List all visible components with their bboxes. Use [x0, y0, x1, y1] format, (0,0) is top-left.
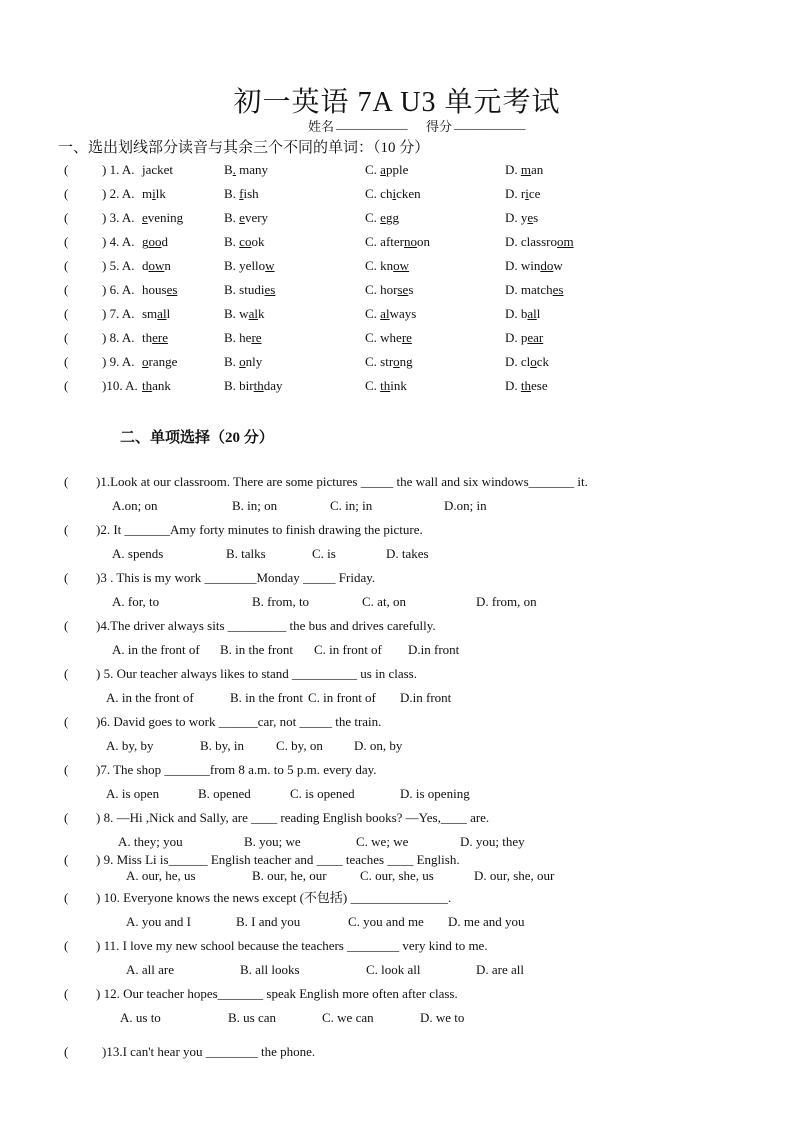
option-c: C. chicken — [365, 186, 421, 201]
paren: ( — [64, 810, 69, 825]
answer-option: C. is opened — [290, 786, 355, 801]
option-d: D. ball — [505, 306, 541, 321]
option-a: thank — [142, 378, 171, 393]
answer-option: D.in front — [408, 642, 460, 657]
option-d: D. classroom — [505, 234, 574, 249]
option-d: D. matches — [505, 282, 564, 297]
name-label: 姓名 — [308, 119, 335, 134]
option-b: B. fish — [224, 186, 259, 201]
paren: ( — [64, 522, 69, 537]
answer-option: D. are all — [476, 962, 525, 977]
paren: ( — [64, 986, 69, 1001]
option-c: C. know — [365, 258, 410, 273]
option-b: B. yellow — [224, 258, 275, 273]
option-a: evening — [142, 210, 184, 225]
option-b: B. every — [224, 210, 269, 225]
paren: ( — [64, 570, 69, 585]
option-a: jacket — [142, 162, 174, 177]
option-c: C. afternoon — [365, 234, 430, 249]
answer-option: B. you; we — [244, 834, 301, 849]
option-a: small — [142, 306, 171, 321]
item-number: ) 8. A. — [102, 330, 135, 345]
answer-option: D. me and you — [448, 914, 525, 929]
answer-option: C. look all — [366, 962, 421, 977]
paren: ( — [64, 474, 69, 489]
paren: ( — [64, 852, 69, 867]
answer-option: A.on; on — [112, 498, 158, 513]
option-a: there — [142, 330, 168, 345]
item-number: ) 9. A. — [102, 354, 135, 369]
question-text: ) 10. Everyone knows the news except (不包括) _______________. — [96, 890, 452, 905]
answer-option: A. our, he, us — [126, 868, 196, 883]
answer-option: B. from, to — [252, 594, 310, 609]
question-text: )1.Look at our classroom. There are some pictures _____ the wall and six windows_______ it. — [96, 474, 588, 489]
answer-option: D. we to — [420, 1010, 465, 1025]
paren: ( — [64, 938, 69, 953]
answer-option: C. by, on — [276, 738, 323, 753]
answer-option: D.on; in — [444, 498, 487, 513]
answer-option: B. in; on — [232, 498, 278, 513]
answer-option: A. us to — [120, 1010, 161, 1025]
answer-option: B. talks — [226, 546, 266, 561]
paren: ( — [64, 330, 69, 345]
answer-option: B. our, he, our — [252, 868, 327, 883]
answer-option: B. I and you — [236, 914, 301, 929]
paren: ( — [64, 258, 69, 273]
answer-option: D. you; they — [460, 834, 525, 849]
question-text: ) 11. I love my new school because the teachers ________ very kind to me. — [96, 938, 488, 953]
answer-option: B. by, in — [200, 738, 244, 753]
paren: ( — [64, 762, 69, 777]
option-c: C. horses — [365, 282, 414, 297]
option-b: B. studies — [224, 282, 276, 297]
answer-option: A. they; you — [118, 834, 183, 849]
answer-option: C. is — [312, 546, 336, 561]
item-number: ) 3. A. — [102, 210, 135, 225]
item-number: )10. A. — [102, 378, 138, 393]
answer-option: C. our, she, us — [360, 868, 434, 883]
answer-option: C. you and me — [348, 914, 424, 929]
option-d: D. pear — [505, 330, 544, 345]
option-d: D. rice — [505, 186, 541, 201]
paren: ( — [64, 282, 69, 297]
option-b: B. here — [224, 330, 262, 345]
page-title: 初一英语 7A U3 单元考试 — [233, 87, 561, 118]
paren: ( — [64, 666, 69, 681]
answer-option: A. by, by — [106, 738, 154, 753]
question-text: ) 9. Miss Li is______ English teacher and ____ teaches ____ English. — [96, 852, 460, 867]
option-a: good — [142, 234, 168, 249]
question-text: )13.I can't hear you ________ the phone. — [102, 1044, 316, 1059]
option-c: C. apple — [365, 162, 409, 177]
answer-option: A. you and I — [126, 914, 191, 929]
score-label: 得分 — [426, 119, 453, 134]
paren: ( — [64, 354, 69, 369]
question-text: )6. David goes to work ______car, not _____ the train. — [96, 714, 382, 729]
item-number: ) 1. A. — [102, 162, 135, 177]
item-number: ) 4. A. — [102, 234, 135, 249]
option-a: houses — [142, 282, 178, 297]
option-a: milk — [142, 186, 166, 201]
option-b: B. walk — [224, 306, 265, 321]
answer-option: A. is open — [106, 786, 160, 801]
answer-option: B. in the front — [230, 690, 303, 705]
option-c: C. egg — [365, 210, 399, 225]
paren: ( — [64, 714, 69, 729]
option-d: D. man — [505, 162, 544, 177]
option-c: C. always — [365, 306, 417, 321]
section2-heading: 二、单项选择（20 分） — [120, 430, 274, 446]
answer-option: B. all looks — [240, 962, 300, 977]
answer-option: D. our, she, our — [474, 868, 555, 883]
answer-option: B. opened — [198, 786, 251, 801]
answer-option: B. us can — [228, 1010, 277, 1025]
option-d: D. yes — [505, 210, 539, 225]
option-b: B. many — [224, 162, 269, 177]
score-blank: ___________ — [454, 116, 526, 131]
option-a: orange — [142, 354, 178, 369]
item-number: ) 2. A. — [102, 186, 135, 201]
answer-option: A. in the front of — [112, 642, 200, 657]
answer-option: D. from, on — [476, 594, 537, 609]
paren: ( — [64, 618, 69, 633]
option-c: C. strong — [365, 354, 413, 369]
answer-option: A. for, to — [112, 594, 160, 609]
option-b: B. birthday — [224, 378, 283, 393]
paren: ( — [64, 186, 69, 201]
option-b: B. cook — [224, 234, 265, 249]
answer-option: C. we; we — [356, 834, 409, 849]
answer-option: B. in the front — [220, 642, 293, 657]
option-d: D. window — [505, 258, 563, 273]
name-blank: ___________ — [336, 116, 408, 131]
paren: ( — [64, 1044, 69, 1059]
question-text: ) 12. Our teacher hopes_______ speak English more often after class. — [96, 986, 458, 1001]
paren: ( — [64, 890, 69, 905]
paren: ( — [64, 306, 69, 321]
paren: ( — [64, 210, 69, 225]
answer-option: C. in; in — [330, 498, 373, 513]
answer-option: D.in front — [400, 690, 452, 705]
answer-option: A. all are — [126, 962, 175, 977]
option-d: D. clock — [505, 354, 550, 369]
answer-option: C. in front of — [314, 642, 382, 657]
answer-option: A. in the front of — [106, 690, 194, 705]
answer-option: A. spends — [112, 546, 164, 561]
option-c: C. where — [365, 330, 412, 345]
question-text: ) 5. Our teacher always likes to stand __________ us in class. — [96, 666, 417, 681]
answer-option: C. we can — [322, 1010, 374, 1025]
question-text: )3 . This is my work ________Monday _____ Friday. — [96, 570, 376, 585]
item-number: ) 7. A. — [102, 306, 135, 321]
answer-option: C. at, on — [362, 594, 407, 609]
item-number: ) 5. A. — [102, 258, 135, 273]
paren: ( — [64, 234, 69, 249]
answer-option: D. takes — [386, 546, 429, 561]
answer-option: C. in front of — [308, 690, 376, 705]
option-d: D. these — [505, 378, 548, 393]
paren: ( — [64, 162, 69, 177]
item-number: ) 6. A. — [102, 282, 135, 297]
option-a: down — [142, 258, 171, 273]
question-text: )7. The shop _______from 8 a.m. to 5 p.m. every day. — [96, 762, 377, 777]
answer-option: D. on, by — [354, 738, 403, 753]
option-b: B. only — [224, 354, 263, 369]
question-text: )2. It _______Amy forty minutes to finish drawing the picture. — [96, 522, 423, 537]
option-c: C. think — [365, 378, 407, 393]
answer-option: D. is opening — [400, 786, 470, 801]
paren: ( — [64, 378, 69, 393]
question-text: )4.The driver always sits _________ the bus and drives carefully. — [96, 618, 436, 633]
section1-heading: 一、选出划线部分读音与其余三个不同的单词：（10 分） — [58, 140, 430, 156]
question-text: ) 8. —Hi ,Nick and Sally, are ____ reading English books? —Yes,____ are. — [96, 810, 490, 825]
